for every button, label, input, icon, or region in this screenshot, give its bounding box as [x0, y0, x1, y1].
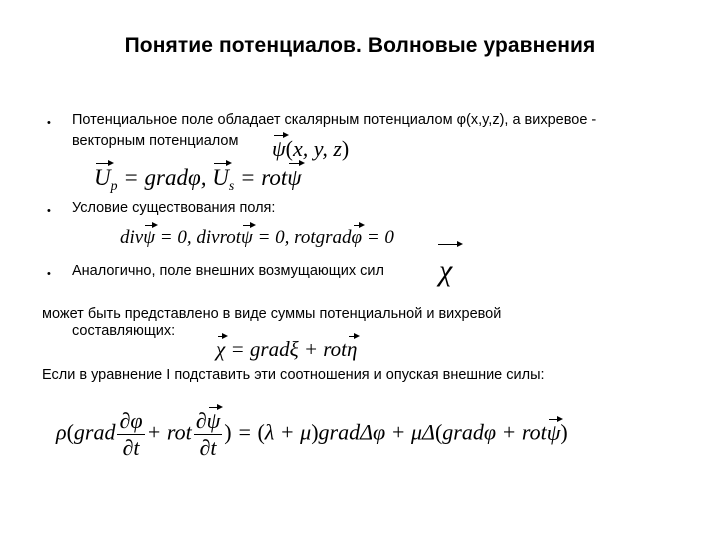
- para1-formula: χ = gradξ + rotη: [216, 337, 358, 361]
- slide-title: Понятие потенциалов. Волновые уравнения: [124, 34, 596, 57]
- wave-equation: ρ(grad $\frac{\partial\varphi}{\partial t}$ + rot $\frac{\partial\psi}{\partial t}$ ) = (λ + μ)gradΔφ + μΔ(gradφ + rotψ): [56, 408, 568, 460]
- item1-text-line1: Потенциальное поле обладает скалярным потенциалом φ(x,y,z), а вихревое -: [72, 112, 597, 128]
- item3-text: Аналогично, поле внешних возмущающих сил: [72, 263, 384, 279]
- para2-text: Если в уравнение I подставить эти соотношения и опуская внешние силы:: [42, 367, 545, 383]
- item1-formula: $U_p$ = gradφ, $U_s = rot\psi$: [94, 165, 302, 193]
- para1-line1: может быть представлено в виде суммы потенциальной и вихревой: [42, 306, 502, 322]
- item2-formula: divψ = 0, divrotψ = 0, rotgradφ = 0: [120, 227, 394, 248]
- bullet-3: •: [47, 268, 51, 280]
- para1-line2: составляющих:: [72, 323, 176, 339]
- vector-arrow: [438, 244, 460, 245]
- chi-symbol: χ: [439, 254, 453, 287]
- bullet-2: •: [47, 205, 51, 217]
- bullet-1: •: [47, 117, 51, 129]
- item1-text-line2: векторным потенциалом: [72, 133, 239, 149]
- item2-text: Условие существования поля:: [72, 200, 276, 216]
- item1-psi-formula: ψ(x, y, z): [272, 136, 350, 161]
